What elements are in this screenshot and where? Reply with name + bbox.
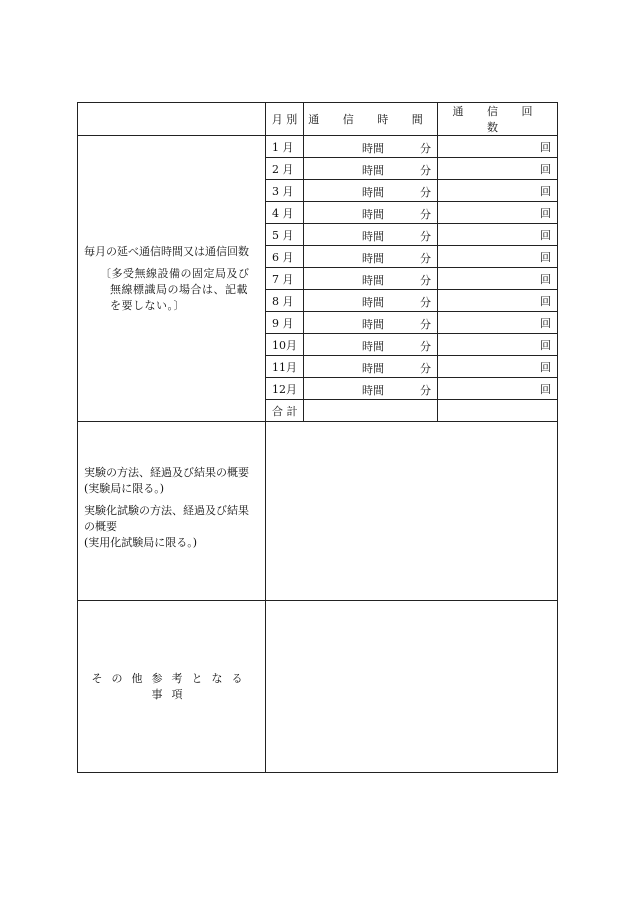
count-input-cell[interactable]: [438, 334, 558, 356]
report-form-table: [77, 102, 558, 773]
count-input-cell[interactable]: [438, 312, 558, 334]
minutes-unit: 分: [420, 340, 431, 353]
count-input-cell[interactable]: [438, 356, 558, 378]
times-unit: 回: [540, 140, 551, 154]
hours-unit: 時間: [362, 340, 384, 353]
total-label: 合 計: [266, 400, 304, 422]
experiment-label-line3: 実験化試験の方法、経過及び結果の概要: [84, 504, 249, 533]
minutes-unit: 分: [420, 230, 431, 243]
header-row: [78, 103, 558, 136]
hours-unit: 時間: [362, 362, 384, 375]
count-input-cell[interactable]: [438, 268, 558, 290]
times-unit: 回: [540, 228, 551, 242]
month-row: [78, 136, 558, 158]
hours-unit: 時間: [362, 296, 384, 309]
month-label: 8 月: [266, 290, 304, 312]
minutes-unit: 分: [420, 164, 431, 177]
minutes-unit: 分: [420, 274, 431, 287]
times-unit: 回: [540, 338, 551, 352]
hours-unit: 時間: [362, 252, 384, 265]
month-label: 3 月: [266, 180, 304, 202]
time-input-cell[interactable]: [304, 180, 438, 202]
experiment-label-line2: (実験局に限る。): [84, 482, 165, 495]
time-input-cell[interactable]: [304, 378, 438, 400]
month-label: 4 月: [266, 202, 304, 224]
times-unit: 回: [540, 294, 551, 308]
minutes-unit: 分: [420, 384, 431, 397]
hours-unit: 時間: [362, 142, 384, 155]
count-input-cell[interactable]: [438, 158, 558, 180]
month-label: 12月: [266, 378, 304, 400]
minutes-unit: 分: [420, 296, 431, 309]
times-unit: 回: [540, 184, 551, 198]
total-time-cell[interactable]: [304, 400, 438, 422]
month-label: 5 月: [266, 224, 304, 246]
experiment-label: [78, 422, 266, 601]
hours-unit: 時間: [362, 274, 384, 287]
minutes-unit: 分: [420, 362, 431, 375]
count-input-cell[interactable]: [438, 246, 558, 268]
count-input-cell[interactable]: [438, 202, 558, 224]
times-unit: 回: [540, 272, 551, 286]
time-input-cell[interactable]: [304, 334, 438, 356]
minutes-unit: 分: [420, 142, 431, 155]
minutes-unit: 分: [420, 208, 431, 221]
experiment-row: [78, 422, 558, 601]
month-label: 10月: [266, 334, 304, 356]
hours-unit: 時間: [362, 208, 384, 221]
other-notes-label: その他参考となる事項: [78, 601, 266, 773]
month-label: 7 月: [266, 268, 304, 290]
minutes-unit: 分: [420, 318, 431, 331]
month-label: 9 月: [266, 312, 304, 334]
hours-unit: 時間: [362, 384, 384, 397]
time-input-cell[interactable]: [304, 136, 438, 158]
month-label: 2 月: [266, 158, 304, 180]
experiment-label-line4: (実用化試験局に限る。): [84, 536, 198, 549]
time-input-cell[interactable]: [304, 290, 438, 312]
header-blank-cell: [78, 103, 266, 136]
times-unit: 回: [540, 250, 551, 264]
times-unit: 回: [540, 316, 551, 330]
experiment-label-line1: 実験の方法、経過及び結果の概要: [84, 466, 249, 479]
count-input-cell[interactable]: [438, 224, 558, 246]
time-input-cell[interactable]: [304, 356, 438, 378]
experiment-input-area[interactable]: [266, 422, 558, 601]
times-unit: 回: [540, 360, 551, 374]
month-column-header: 月 別: [266, 103, 304, 136]
count-column-header: 通 信 回 数: [438, 103, 558, 136]
count-input-cell[interactable]: [438, 180, 558, 202]
total-count-cell[interactable]: [438, 400, 558, 422]
time-input-cell[interactable]: [304, 202, 438, 224]
time-column-header: 通 信 時 間: [304, 103, 438, 136]
hours-unit: 時間: [362, 230, 384, 243]
times-unit: 回: [540, 162, 551, 176]
time-input-cell[interactable]: [304, 246, 438, 268]
hours-unit: 時間: [362, 318, 384, 331]
time-input-cell[interactable]: [304, 268, 438, 290]
other-notes-row: [78, 601, 558, 773]
hours-unit: 時間: [362, 164, 384, 177]
monthly-totals-note: 〔多受無線設備の固定局及び無線標識局の場合は、記載を要しない。〕: [100, 266, 250, 312]
minutes-unit: 分: [420, 186, 431, 199]
month-label: 11月: [266, 356, 304, 378]
time-input-cell[interactable]: [304, 312, 438, 334]
minutes-unit: 分: [420, 252, 431, 265]
count-input-cell[interactable]: [438, 290, 558, 312]
other-notes-input-area[interactable]: [266, 601, 558, 773]
count-input-cell[interactable]: [438, 378, 558, 400]
times-unit: 回: [540, 206, 551, 220]
time-input-cell[interactable]: [304, 158, 438, 180]
monthly-totals-title: 毎月の延べ通信時間又は通信回数: [84, 244, 249, 258]
hours-unit: 時間: [362, 186, 384, 199]
month-label: 1 月: [266, 136, 304, 158]
times-unit: 回: [540, 382, 551, 396]
time-input-cell[interactable]: [304, 224, 438, 246]
count-input-cell[interactable]: [438, 136, 558, 158]
monthly-totals-label: [78, 136, 266, 422]
month-label: 6 月: [266, 246, 304, 268]
